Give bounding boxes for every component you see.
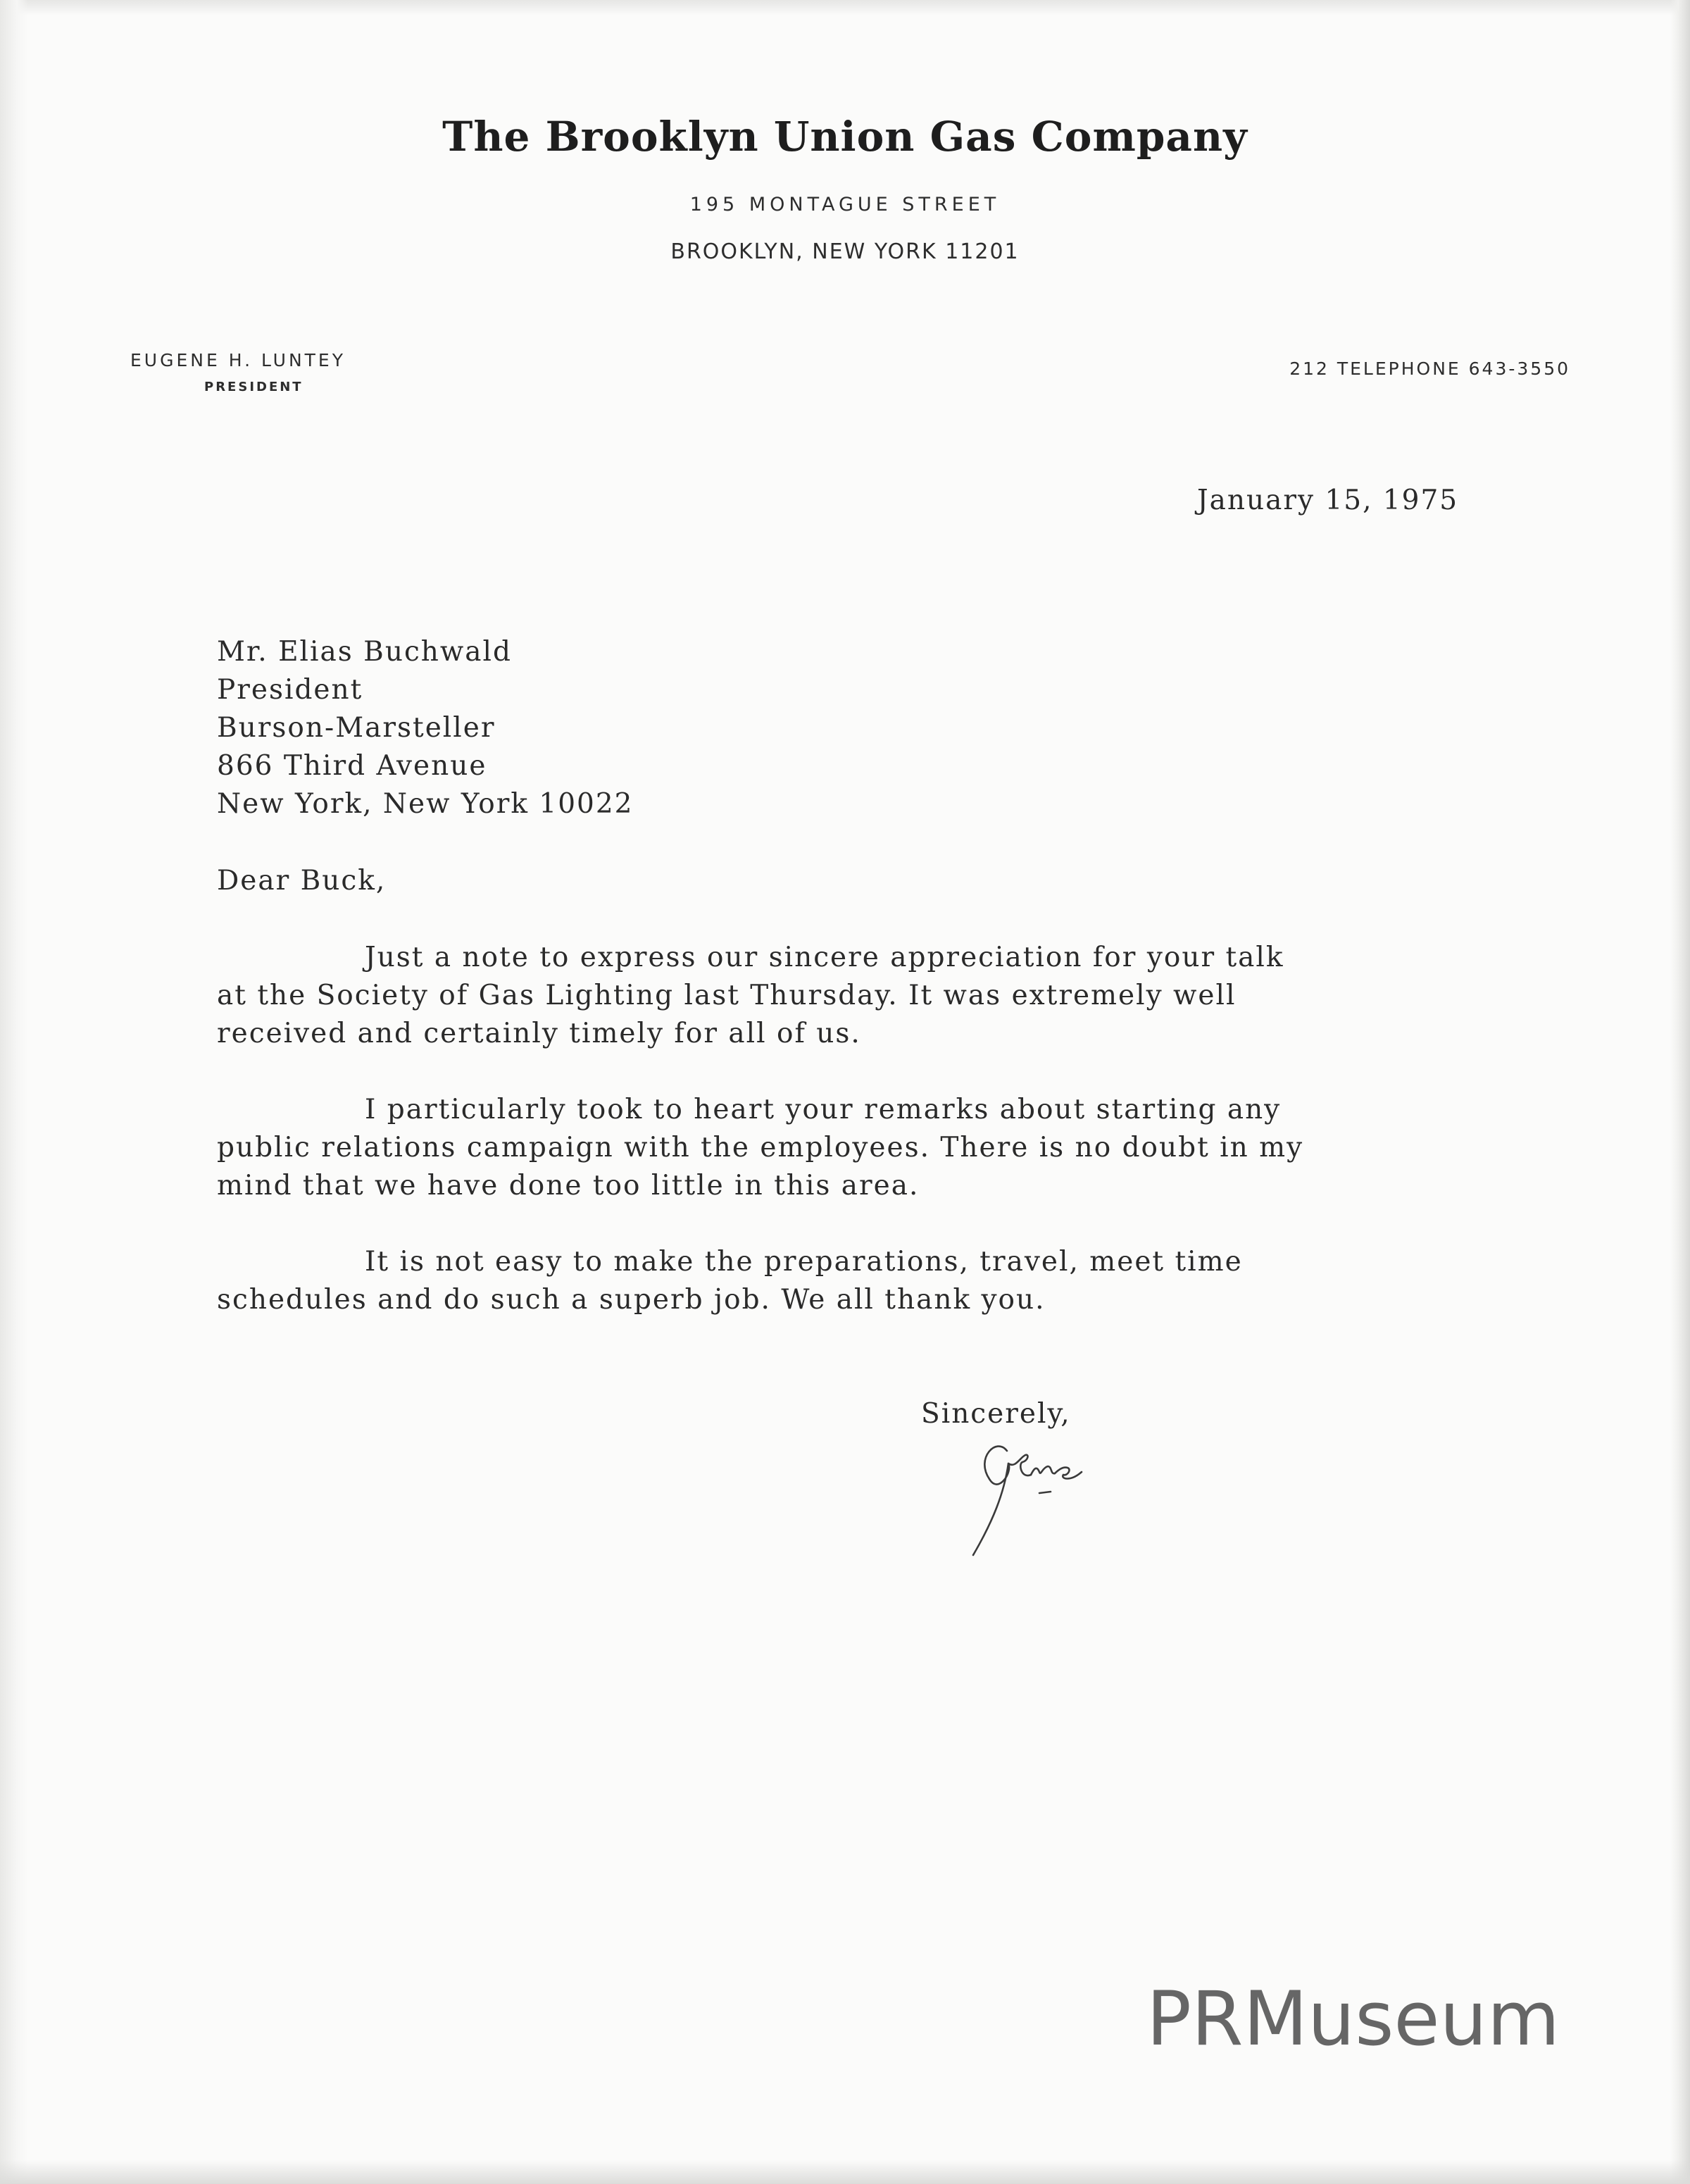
- body-line: at the Society of Gas Lighting last Thursday. It was extremely well: [217, 980, 1237, 1011]
- salutation: Dear Buck,: [217, 865, 387, 897]
- body-line: Just a note to express our sincere appreciation for your talk: [365, 942, 1284, 973]
- body-line: It is not easy to make the preparations, travel, meet time: [365, 1246, 1243, 1278]
- recipient-line: Mr. Elias Buchwald: [217, 636, 512, 668]
- letter-date: January 15, 1975: [1197, 485, 1459, 516]
- telephone: 212 TELEPHONE 643-3550: [1289, 358, 1570, 379]
- body-line: I particularly took to heart your remarks about starting any: [365, 1094, 1282, 1125]
- body-line: public relations campaign with the employees. There is no doubt in my: [217, 1132, 1304, 1163]
- closing: Sincerely,: [921, 1398, 1071, 1430]
- body-line: mind that we have done too little in this area.: [217, 1170, 920, 1202]
- company-name: The Brooklyn Union Gas Company: [442, 113, 1248, 161]
- company-city: BROOKLYN, NEW YORK 11201: [670, 239, 1020, 264]
- recipient-line: New York, New York 10022: [217, 788, 634, 820]
- officer-name: EUGENE H. LUNTEY: [130, 350, 346, 370]
- recipient-line: 866 Third Avenue: [217, 750, 487, 782]
- body-line: schedules and do such a superb job. We all thank you.: [217, 1284, 1046, 1316]
- handwritten-signature: [958, 1430, 1141, 1564]
- recipient-line: President: [217, 674, 363, 706]
- body-line: received and certainly timely for all of us.: [217, 1018, 861, 1049]
- company-street: 195 MONTAGUE STREET: [689, 194, 1001, 216]
- scan-edge-right: [1670, 0, 1690, 2184]
- recipient-line: Burson-Marsteller: [217, 712, 496, 744]
- scan-edge-left: [0, 0, 28, 2184]
- officer-title: PRESIDENT: [204, 380, 303, 394]
- prmuseum-watermark: PRMuseum: [1146, 1976, 1560, 2062]
- scan-edge-bottom: [0, 2160, 1690, 2184]
- scan-edge-top: [0, 0, 1690, 15]
